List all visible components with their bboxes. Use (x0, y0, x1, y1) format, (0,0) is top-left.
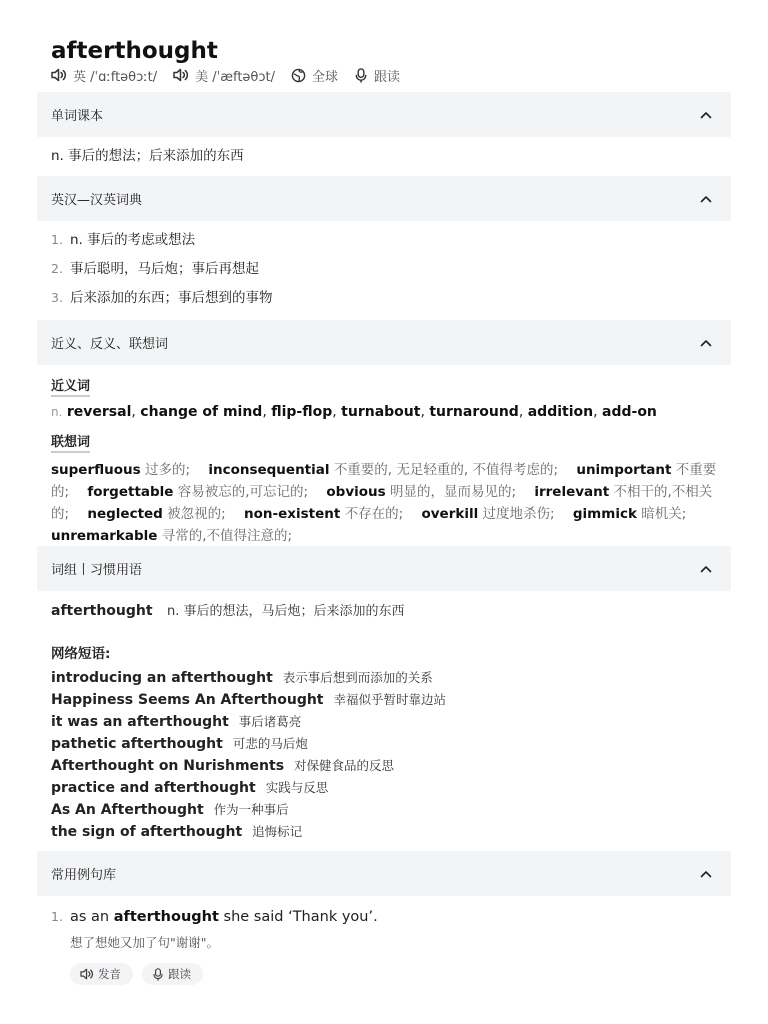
globe-icon (291, 68, 306, 83)
web-phrases-title: 网络短语: (51, 646, 111, 662)
definition-item: 1. n. 事后的考虑或想法 (51, 232, 196, 248)
section-header-synonyms[interactable] (37, 320, 731, 365)
synonym-link[interactable]: addition (527, 404, 594, 420)
related-words-label: 联想词 (51, 435, 90, 453)
synonym-link[interactable]: flip-flop (271, 404, 333, 420)
microphone-icon (354, 68, 368, 83)
related-word-link[interactable]: irrelevant (534, 484, 610, 500)
section-header-course[interactable] (37, 92, 731, 137)
related-word-link[interactable]: superfluous (51, 462, 141, 478)
global-button[interactable] (291, 66, 338, 85)
example-translation: 想了想她又加了句"谢谢"。 (70, 935, 219, 950)
follow-read-label: 跟读 (374, 69, 401, 85)
synonym-link[interactable]: turnaround (429, 404, 519, 420)
related-word-link[interactable]: forgettable (87, 484, 174, 500)
related-word-link[interactable]: overkill (421, 506, 479, 522)
related-word-link[interactable]: unimportant (576, 462, 672, 478)
related-word-link[interactable]: inconsequential (208, 462, 330, 478)
synonym-link[interactable]: change of mind (140, 404, 263, 420)
part-of-speech: n. (51, 405, 63, 419)
web-phrase-row: the sign of afterthought 追悔标记 (51, 824, 303, 840)
phonetic-uk-text: 英 /ˈɑːftəθɔːt/ (73, 69, 158, 85)
follow-read-button[interactable] (354, 66, 400, 85)
related-word-link[interactable]: gimmick (572, 506, 637, 522)
related-word-link[interactable]: neglected (87, 506, 163, 522)
synonym-link[interactable]: add-on (602, 404, 657, 420)
definition-item: 3. 后来添加的东西；事后想到的事物 (51, 290, 273, 306)
speaker-icon (173, 68, 189, 82)
synonyms-label: 近义词 (51, 379, 90, 397)
example-keyword: afterthought (113, 909, 219, 925)
speaker-icon (80, 968, 94, 980)
course-definition: n. 事后的想法；后来添加的东西 (51, 148, 244, 164)
synonym-list: n. reversal, change of mind, flip-flop, turnabout, turnaround, addition, add-on (51, 404, 657, 420)
related-word-link[interactable]: unremarkable (51, 528, 158, 544)
pronounce-label: 发音 (98, 967, 121, 981)
phrase-main (51, 601, 717, 622)
section-header-phrases[interactable] (37, 546, 731, 591)
section-header-examples[interactable] (37, 851, 731, 896)
web-phrase-row: Afterthought on Nurishments 对保健食品的反思 (51, 758, 395, 774)
definition-item: 2. 事后聪明，马后炮；事后再想起 (51, 261, 259, 277)
follow-read-example-button[interactable] (142, 963, 203, 985)
web-phrase-row: pathetic afterthought 可悲的马后炮 (51, 736, 308, 752)
definition-list (51, 221, 717, 320)
chevron-up-icon[interactable] (699, 192, 713, 206)
example-sentence: 1. as an afterthought she said ‘Thank you’. (51, 909, 378, 925)
phonetic-uk[interactable] (51, 66, 157, 85)
phrase-word: afterthought (51, 603, 153, 619)
chevron-up-icon[interactable] (699, 867, 713, 881)
microphone-icon (152, 968, 164, 981)
section-header-dictionary[interactable] (37, 176, 731, 221)
web-phrase-row: it was an afterthought 事后诸葛亮 (51, 714, 302, 730)
phonetics-bar (37, 64, 731, 86)
section-title: 单词课本 (51, 109, 104, 124)
phrase-definition: n. 事后的想法，马后炮；后来添加的东西 (167, 604, 405, 619)
section-title: 英汉—汉英词典 (51, 193, 143, 208)
phonetic-us-text: 美 /ˈæftəθɔt/ (195, 69, 275, 85)
web-phrase-row: introducing an afterthought 表示事后想到而添加的关系 (51, 670, 433, 686)
speaker-icon (51, 68, 67, 82)
related-words-list: superfluous 过多的; inconsequential 不重要的, 无足轻重的, 不值得考虑的; unimportant 不重要的; forgettable 容易被忘的,可忘记的; obvious 明显的，显而易见的; irrelevant 不相干的,不相关的; neglected 被忽视的; non-existent 不存在的; overkill 过度地杀伤; gimmick 暗机关; unremarkable 寻常的,不值得注意的; (51, 462, 717, 544)
section-title: 近义、反义、联想词 (51, 337, 169, 352)
synonym-link[interactable]: reversal (66, 404, 132, 420)
chevron-up-icon[interactable] (699, 336, 713, 350)
related-word-link[interactable]: non-existent (244, 506, 341, 522)
example-actions (51, 963, 717, 985)
phonetic-us[interactable] (173, 66, 275, 85)
web-phrase-row: As An Afterthought 作为一种事后 (51, 802, 289, 818)
web-phrase-row: Happiness Seems An Afterthought 幸福似乎暂时靠边站 (51, 692, 447, 708)
section-title: 常用例句库 (51, 868, 117, 883)
synonym-link[interactable]: turnabout (341, 404, 421, 420)
headword: afterthought (51, 38, 218, 64)
related-word-link[interactable]: obvious (326, 484, 386, 500)
global-label: 全球 (312, 69, 339, 85)
follow-read-example-label: 跟读 (168, 967, 191, 981)
web-phrase-row: practice and afterthought 实践与反思 (51, 780, 329, 796)
web-phrases-list (51, 667, 717, 843)
chevron-up-icon[interactable] (699, 108, 713, 122)
pronounce-button[interactable] (70, 963, 133, 985)
section-title: 词组丨习惯用语 (51, 563, 143, 578)
chevron-up-icon[interactable] (699, 562, 713, 576)
